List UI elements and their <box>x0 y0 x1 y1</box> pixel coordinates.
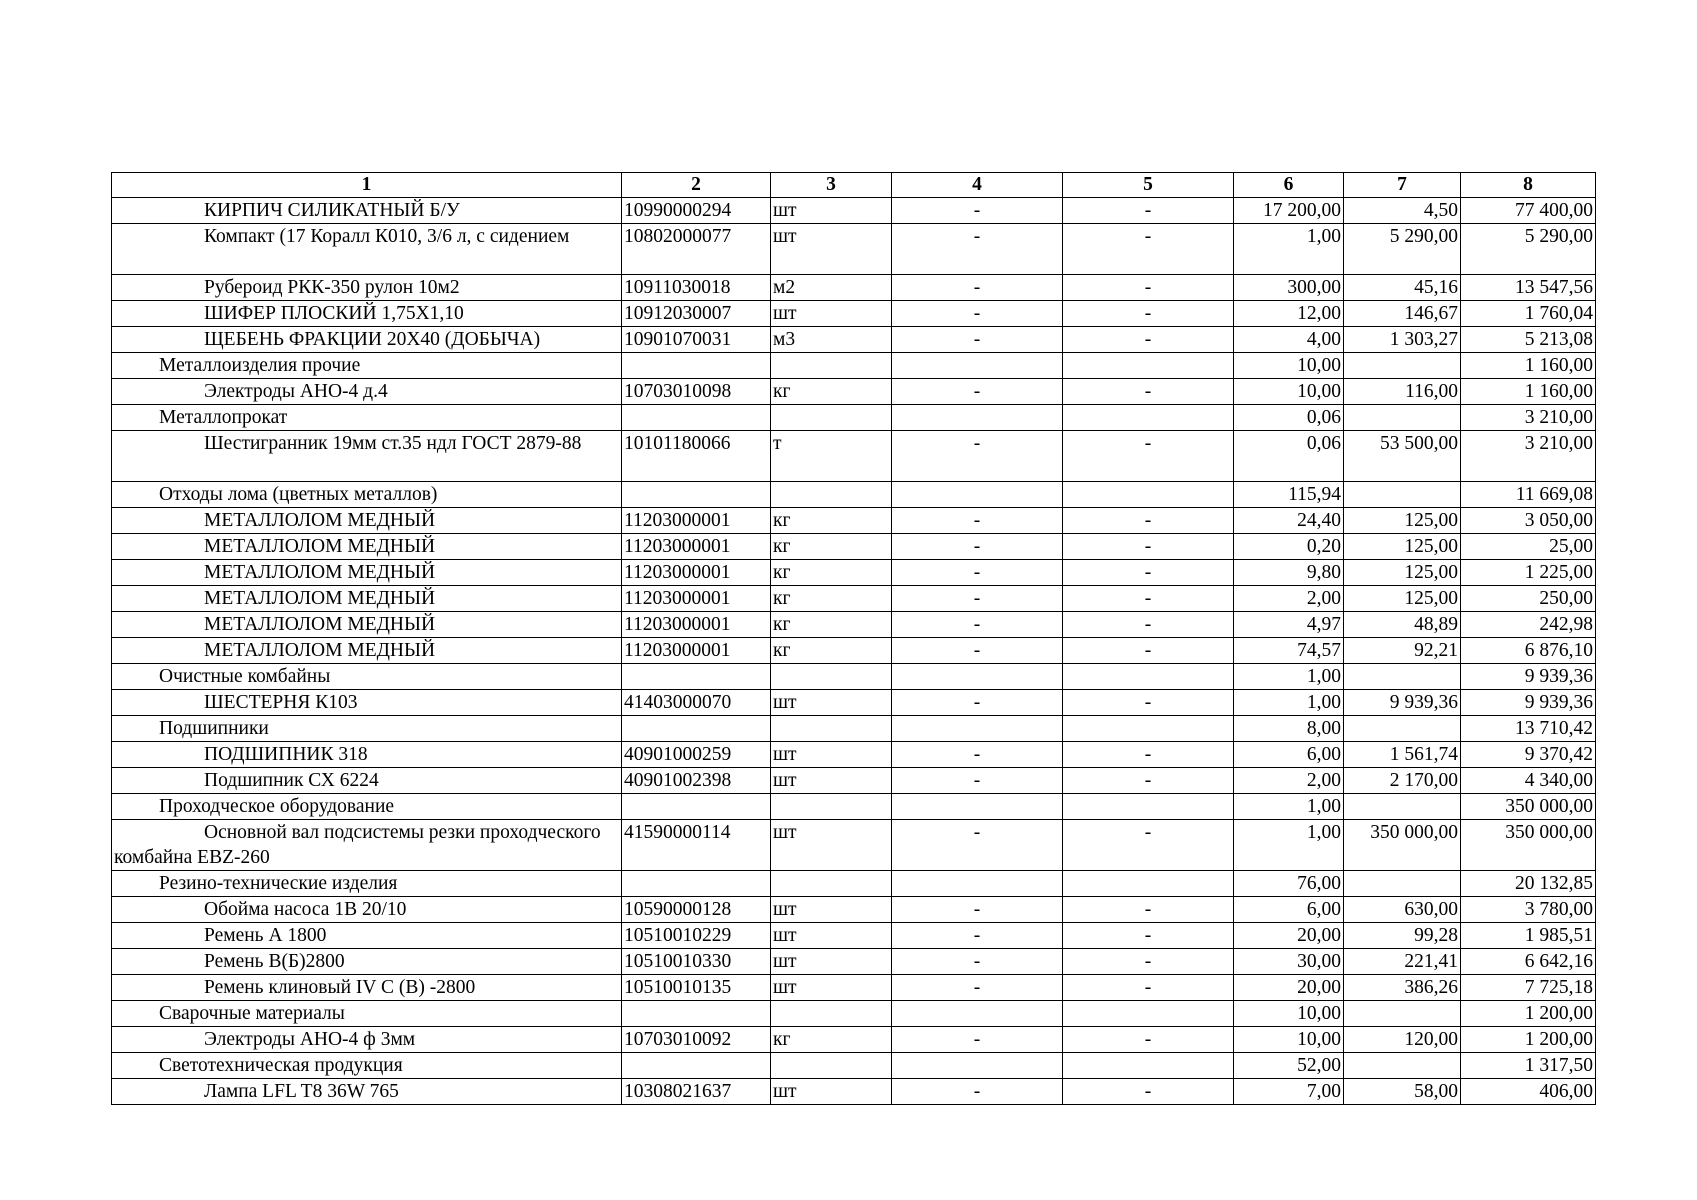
item-code: 11203000001 <box>622 560 771 586</box>
quantity: 115,94 <box>1234 482 1344 508</box>
amount: 1 160,00 <box>1461 379 1596 405</box>
column-4-value: - <box>892 820 1063 871</box>
materials-table <box>111 172 1596 1105</box>
quantity: 10,00 <box>1234 353 1344 379</box>
quantity: 1,00 <box>1234 224 1344 275</box>
price <box>1344 405 1461 431</box>
amount: 3 050,00 <box>1461 508 1596 534</box>
item-code <box>622 482 771 508</box>
price <box>1344 664 1461 690</box>
column-4-value: - <box>892 897 1063 923</box>
item-code <box>622 716 771 742</box>
column-5-value: - <box>1063 1027 1234 1053</box>
item-name: Металлопрокат <box>112 405 622 431</box>
amount: 20 132,85 <box>1461 871 1596 897</box>
item-unit: шт <box>771 198 892 224</box>
price <box>1344 1053 1461 1079</box>
quantity: 0,06 <box>1234 405 1344 431</box>
amount: 7 725,18 <box>1461 975 1596 1001</box>
item-unit: кг <box>771 508 892 534</box>
column-header: 6 <box>1234 173 1344 198</box>
amount: 77 400,00 <box>1461 198 1596 224</box>
item-code: 10510010135 <box>622 975 771 1001</box>
amount: 250,00 <box>1461 586 1596 612</box>
item-code <box>622 1053 771 1079</box>
table-row <box>112 897 1596 923</box>
price: 4,50 <box>1344 198 1461 224</box>
item-code: 10802000077 <box>622 224 771 275</box>
amount: 11 669,08 <box>1461 482 1596 508</box>
item-unit <box>771 794 892 820</box>
price: 125,00 <box>1344 560 1461 586</box>
quantity: 1,00 <box>1234 820 1344 871</box>
column-4-value <box>892 405 1063 431</box>
group-row <box>112 871 1596 897</box>
amount: 13 547,56 <box>1461 275 1596 301</box>
column-5-value <box>1063 794 1234 820</box>
column-5-value: - <box>1063 275 1234 301</box>
column-4-value <box>892 1053 1063 1079</box>
item-name: МЕТАЛЛОЛОМ МЕДНЫЙ <box>112 638 622 664</box>
quantity: 74,57 <box>1234 638 1344 664</box>
column-4-value: - <box>892 975 1063 1001</box>
table-row <box>112 224 1596 275</box>
column-5-value: - <box>1063 949 1234 975</box>
price: 125,00 <box>1344 508 1461 534</box>
price <box>1344 716 1461 742</box>
item-name: Подшипник СХ 6224 <box>112 768 622 794</box>
amount: 3 210,00 <box>1461 431 1596 482</box>
quantity: 6,00 <box>1234 742 1344 768</box>
item-name: Лампа LFL T8 36W 765 <box>112 1079 622 1105</box>
amount: 3 210,00 <box>1461 405 1596 431</box>
table-row <box>112 768 1596 794</box>
column-5-value: - <box>1063 897 1234 923</box>
group-row <box>112 664 1596 690</box>
item-unit: кг <box>771 1027 892 1053</box>
item-unit: кг <box>771 379 892 405</box>
item-unit <box>771 1053 892 1079</box>
table-row <box>112 301 1596 327</box>
amount: 1 760,04 <box>1461 301 1596 327</box>
quantity: 1,00 <box>1234 690 1344 716</box>
column-4-value <box>892 871 1063 897</box>
amount: 1 985,51 <box>1461 923 1596 949</box>
item-name: Рубероид РКК-350 рулон 10м2 <box>112 275 622 301</box>
item-code: 10308021637 <box>622 1079 771 1105</box>
item-unit: м3 <box>771 327 892 353</box>
item-name: Металлоизделия прочие <box>112 353 622 379</box>
item-name: ЩЕБЕНЬ ФРАКЦИИ 20Х40 (ДОБЫЧА) <box>112 327 622 353</box>
quantity: 0,20 <box>1234 534 1344 560</box>
amount: 350 000,00 <box>1461 820 1596 871</box>
column-5-value: - <box>1063 923 1234 949</box>
item-name: ШЕСТЕРНЯ К103 <box>112 690 622 716</box>
column-4-value: - <box>892 768 1063 794</box>
item-name: Подшипники <box>112 716 622 742</box>
item-unit <box>771 716 892 742</box>
item-unit: м2 <box>771 275 892 301</box>
price: 2 170,00 <box>1344 768 1461 794</box>
item-unit: шт <box>771 301 892 327</box>
column-4-value: - <box>892 638 1063 664</box>
price: 386,26 <box>1344 975 1461 1001</box>
table-row <box>112 923 1596 949</box>
item-code <box>622 794 771 820</box>
amount: 242,98 <box>1461 612 1596 638</box>
item-name: Основной вал подсистемы резки проходческого комбайна EBZ-260 <box>112 820 622 871</box>
item-unit <box>771 1001 892 1027</box>
quantity: 1,00 <box>1234 794 1344 820</box>
item-unit: кг <box>771 638 892 664</box>
column-5-value: - <box>1063 534 1234 560</box>
quantity: 24,40 <box>1234 508 1344 534</box>
quantity: 52,00 <box>1234 1053 1344 1079</box>
item-code: 11203000001 <box>622 638 771 664</box>
column-4-value: - <box>892 379 1063 405</box>
column-header: 1 <box>112 173 622 198</box>
column-5-value <box>1063 353 1234 379</box>
price: 125,00 <box>1344 534 1461 560</box>
item-name: Шестигранник 19мм ст.35 ндл ГОСТ 2879-88 <box>112 431 622 482</box>
amount: 25,00 <box>1461 534 1596 560</box>
header-row <box>112 173 1596 198</box>
column-4-value: - <box>892 949 1063 975</box>
amount: 1 200,00 <box>1461 1001 1596 1027</box>
item-code: 11203000001 <box>622 508 771 534</box>
quantity: 10,00 <box>1234 379 1344 405</box>
amount: 1 225,00 <box>1461 560 1596 586</box>
item-name: МЕТАЛЛОЛОМ МЕДНЫЙ <box>112 612 622 638</box>
item-unit: т <box>771 431 892 482</box>
column-4-value <box>892 664 1063 690</box>
column-5-value <box>1063 405 1234 431</box>
group-row <box>112 405 1596 431</box>
column-4-value: - <box>892 327 1063 353</box>
column-header: 3 <box>771 173 892 198</box>
item-name: Электроды АНО-4 д.4 <box>112 379 622 405</box>
item-unit <box>771 871 892 897</box>
item-code: 10912030007 <box>622 301 771 327</box>
table-row <box>112 820 1596 871</box>
column-5-value: - <box>1063 768 1234 794</box>
quantity: 6,00 <box>1234 897 1344 923</box>
item-code: 41403000070 <box>622 690 771 716</box>
item-unit: шт <box>771 949 892 975</box>
column-4-value <box>892 482 1063 508</box>
column-4-value: - <box>892 431 1063 482</box>
item-code: 10703010098 <box>622 379 771 405</box>
table-row <box>112 612 1596 638</box>
table-row <box>112 534 1596 560</box>
quantity: 12,00 <box>1234 301 1344 327</box>
price: 125,00 <box>1344 586 1461 612</box>
amount: 6 876,10 <box>1461 638 1596 664</box>
table-row <box>112 508 1596 534</box>
item-name: Резино-технические изделия <box>112 871 622 897</box>
price: 116,00 <box>1344 379 1461 405</box>
quantity: 4,00 <box>1234 327 1344 353</box>
item-name: Обойма насоса 1В 20/10 <box>112 897 622 923</box>
table-row <box>112 975 1596 1001</box>
amount: 5 290,00 <box>1461 224 1596 275</box>
column-4-value <box>892 1001 1063 1027</box>
item-code: 11203000001 <box>622 612 771 638</box>
item-unit: кг <box>771 560 892 586</box>
column-5-value: - <box>1063 431 1234 482</box>
amount: 3 780,00 <box>1461 897 1596 923</box>
item-code <box>622 1001 771 1027</box>
quantity: 20,00 <box>1234 923 1344 949</box>
amount: 6 642,16 <box>1461 949 1596 975</box>
price: 48,89 <box>1344 612 1461 638</box>
item-name: Компакт (17 Коралл К010, 3/6 л, с сидением <box>112 224 622 275</box>
table-row <box>112 638 1596 664</box>
quantity: 76,00 <box>1234 871 1344 897</box>
quantity: 2,00 <box>1234 768 1344 794</box>
column-4-value: - <box>892 742 1063 768</box>
table-row <box>112 949 1596 975</box>
item-name: МЕТАЛЛОЛОМ МЕДНЫЙ <box>112 508 622 534</box>
column-5-value <box>1063 664 1234 690</box>
item-code: 10510010330 <box>622 949 771 975</box>
item-code: 11203000001 <box>622 586 771 612</box>
column-4-value: - <box>892 224 1063 275</box>
item-unit <box>771 664 892 690</box>
item-name: Сварочные материалы <box>112 1001 622 1027</box>
item-unit: шт <box>771 897 892 923</box>
table-row <box>112 275 1596 301</box>
item-unit: шт <box>771 224 892 275</box>
column-4-value: - <box>892 198 1063 224</box>
column-5-value: - <box>1063 198 1234 224</box>
column-4-value: - <box>892 275 1063 301</box>
column-header: 4 <box>892 173 1063 198</box>
column-4-value <box>892 794 1063 820</box>
item-unit <box>771 405 892 431</box>
item-code <box>622 664 771 690</box>
item-code: 40901002398 <box>622 768 771 794</box>
amount: 5 213,08 <box>1461 327 1596 353</box>
item-code: 10510010229 <box>622 923 771 949</box>
amount: 4 340,00 <box>1461 768 1596 794</box>
price: 1 561,74 <box>1344 742 1461 768</box>
price: 99,28 <box>1344 923 1461 949</box>
item-unit <box>771 482 892 508</box>
column-5-value: - <box>1063 586 1234 612</box>
column-5-value: - <box>1063 820 1234 871</box>
amount: 9 370,42 <box>1461 742 1596 768</box>
price: 221,41 <box>1344 949 1461 975</box>
price <box>1344 794 1461 820</box>
table-body <box>112 198 1596 1105</box>
column-5-value: - <box>1063 301 1234 327</box>
price <box>1344 1001 1461 1027</box>
item-name: Ремень клиновый IV С (В) -2800 <box>112 975 622 1001</box>
column-4-value: - <box>892 1027 1063 1053</box>
quantity: 7,00 <box>1234 1079 1344 1105</box>
quantity: 20,00 <box>1234 975 1344 1001</box>
item-code <box>622 405 771 431</box>
amount: 1 200,00 <box>1461 1027 1596 1053</box>
price <box>1344 871 1461 897</box>
amount: 13 710,42 <box>1461 716 1596 742</box>
table-row <box>112 690 1596 716</box>
column-5-value <box>1063 1001 1234 1027</box>
column-header: 8 <box>1461 173 1596 198</box>
column-5-value: - <box>1063 560 1234 586</box>
quantity: 9,80 <box>1234 560 1344 586</box>
price: 45,16 <box>1344 275 1461 301</box>
column-4-value: - <box>892 612 1063 638</box>
table-row <box>112 560 1596 586</box>
item-name: Очистные комбайны <box>112 664 622 690</box>
table-row <box>112 198 1596 224</box>
item-unit: шт <box>771 768 892 794</box>
table-row <box>112 1027 1596 1053</box>
column-5-value: - <box>1063 975 1234 1001</box>
quantity: 10,00 <box>1234 1001 1344 1027</box>
item-code: 10101180066 <box>622 431 771 482</box>
column-5-value: - <box>1063 1079 1234 1105</box>
item-code <box>622 871 771 897</box>
item-unit <box>771 353 892 379</box>
group-row <box>112 353 1596 379</box>
column-5-value: - <box>1063 224 1234 275</box>
item-name: Электроды АНО-4 ф 3мм <box>112 1027 622 1053</box>
item-name: МЕТАЛЛОЛОМ МЕДНЫЙ <box>112 586 622 612</box>
item-code: 10901070031 <box>622 327 771 353</box>
column-4-value: - <box>892 586 1063 612</box>
column-5-value: - <box>1063 327 1234 353</box>
group-row <box>112 1053 1596 1079</box>
table-row <box>112 327 1596 353</box>
item-code <box>622 353 771 379</box>
item-unit: кг <box>771 586 892 612</box>
item-name: ПОДШИПНИК 318 <box>112 742 622 768</box>
item-unit: шт <box>771 820 892 871</box>
column-4-value: - <box>892 690 1063 716</box>
price: 92,21 <box>1344 638 1461 664</box>
item-name: Проходческое оборудование <box>112 794 622 820</box>
item-code: 10703010092 <box>622 1027 771 1053</box>
amount: 406,00 <box>1461 1079 1596 1105</box>
price <box>1344 482 1461 508</box>
item-unit: шт <box>771 923 892 949</box>
column-5-value <box>1063 716 1234 742</box>
item-name: ШИФЕР ПЛОСКИЙ 1,75Х1,10 <box>112 301 622 327</box>
quantity: 8,00 <box>1234 716 1344 742</box>
quantity: 0,06 <box>1234 431 1344 482</box>
price <box>1344 353 1461 379</box>
item-unit: шт <box>771 690 892 716</box>
column-5-value <box>1063 871 1234 897</box>
item-name: КИРПИЧ СИЛИКАТНЫЙ Б/У <box>112 198 622 224</box>
price: 9 939,36 <box>1344 690 1461 716</box>
price: 630,00 <box>1344 897 1461 923</box>
amount: 350 000,00 <box>1461 794 1596 820</box>
item-unit: кг <box>771 534 892 560</box>
item-unit: кг <box>771 612 892 638</box>
column-4-value: - <box>892 508 1063 534</box>
column-5-value: - <box>1063 508 1234 534</box>
price: 350 000,00 <box>1344 820 1461 871</box>
amount: 1 160,00 <box>1461 353 1596 379</box>
group-row <box>112 1001 1596 1027</box>
item-name: МЕТАЛЛОЛОМ МЕДНЫЙ <box>112 534 622 560</box>
amount: 9 939,36 <box>1461 664 1596 690</box>
column-4-value: - <box>892 923 1063 949</box>
table-row <box>112 1079 1596 1105</box>
item-code: 10590000128 <box>622 897 771 923</box>
item-code: 10911030018 <box>622 275 771 301</box>
group-row <box>112 716 1596 742</box>
table-row <box>112 586 1596 612</box>
item-unit: шт <box>771 975 892 1001</box>
item-unit: шт <box>771 1079 892 1105</box>
price: 1 303,27 <box>1344 327 1461 353</box>
column-5-value <box>1063 1053 1234 1079</box>
item-name: МЕТАЛЛОЛОМ МЕДНЫЙ <box>112 560 622 586</box>
item-name: Ремень В(Б)2800 <box>112 949 622 975</box>
group-row <box>112 482 1596 508</box>
item-code: 40901000259 <box>622 742 771 768</box>
column-5-value <box>1063 482 1234 508</box>
item-name: Светотехническая продукция <box>112 1053 622 1079</box>
item-unit: шт <box>771 742 892 768</box>
quantity: 2,00 <box>1234 586 1344 612</box>
column-4-value: - <box>892 534 1063 560</box>
group-row <box>112 794 1596 820</box>
column-5-value: - <box>1063 742 1234 768</box>
item-name: Ремень А 1800 <box>112 923 622 949</box>
price: 5 290,00 <box>1344 224 1461 275</box>
column-5-value: - <box>1063 638 1234 664</box>
amount: 9 939,36 <box>1461 690 1596 716</box>
column-4-value <box>892 716 1063 742</box>
table-row <box>112 431 1596 482</box>
column-5-value: - <box>1063 379 1234 405</box>
amount: 1 317,50 <box>1461 1053 1596 1079</box>
price: 58,00 <box>1344 1079 1461 1105</box>
column-4-value: - <box>892 560 1063 586</box>
column-5-value: - <box>1063 690 1234 716</box>
column-header: 5 <box>1063 173 1234 198</box>
column-header: 2 <box>622 173 771 198</box>
item-name: Отходы лома (цветных металлов) <box>112 482 622 508</box>
price: 53 500,00 <box>1344 431 1461 482</box>
quantity: 300,00 <box>1234 275 1344 301</box>
column-4-value <box>892 353 1063 379</box>
column-4-value: - <box>892 301 1063 327</box>
item-code: 41590000114 <box>622 820 771 871</box>
quantity: 17 200,00 <box>1234 198 1344 224</box>
item-code: 10990000294 <box>622 198 771 224</box>
table-row <box>112 379 1596 405</box>
quantity: 30,00 <box>1234 949 1344 975</box>
quantity: 1,00 <box>1234 664 1344 690</box>
price: 120,00 <box>1344 1027 1461 1053</box>
quantity: 4,97 <box>1234 612 1344 638</box>
price: 146,67 <box>1344 301 1461 327</box>
column-4-value: - <box>892 1079 1063 1105</box>
item-code: 11203000001 <box>622 534 771 560</box>
column-5-value: - <box>1063 612 1234 638</box>
column-header: 7 <box>1344 173 1461 198</box>
table-row <box>112 742 1596 768</box>
quantity: 10,00 <box>1234 1027 1344 1053</box>
